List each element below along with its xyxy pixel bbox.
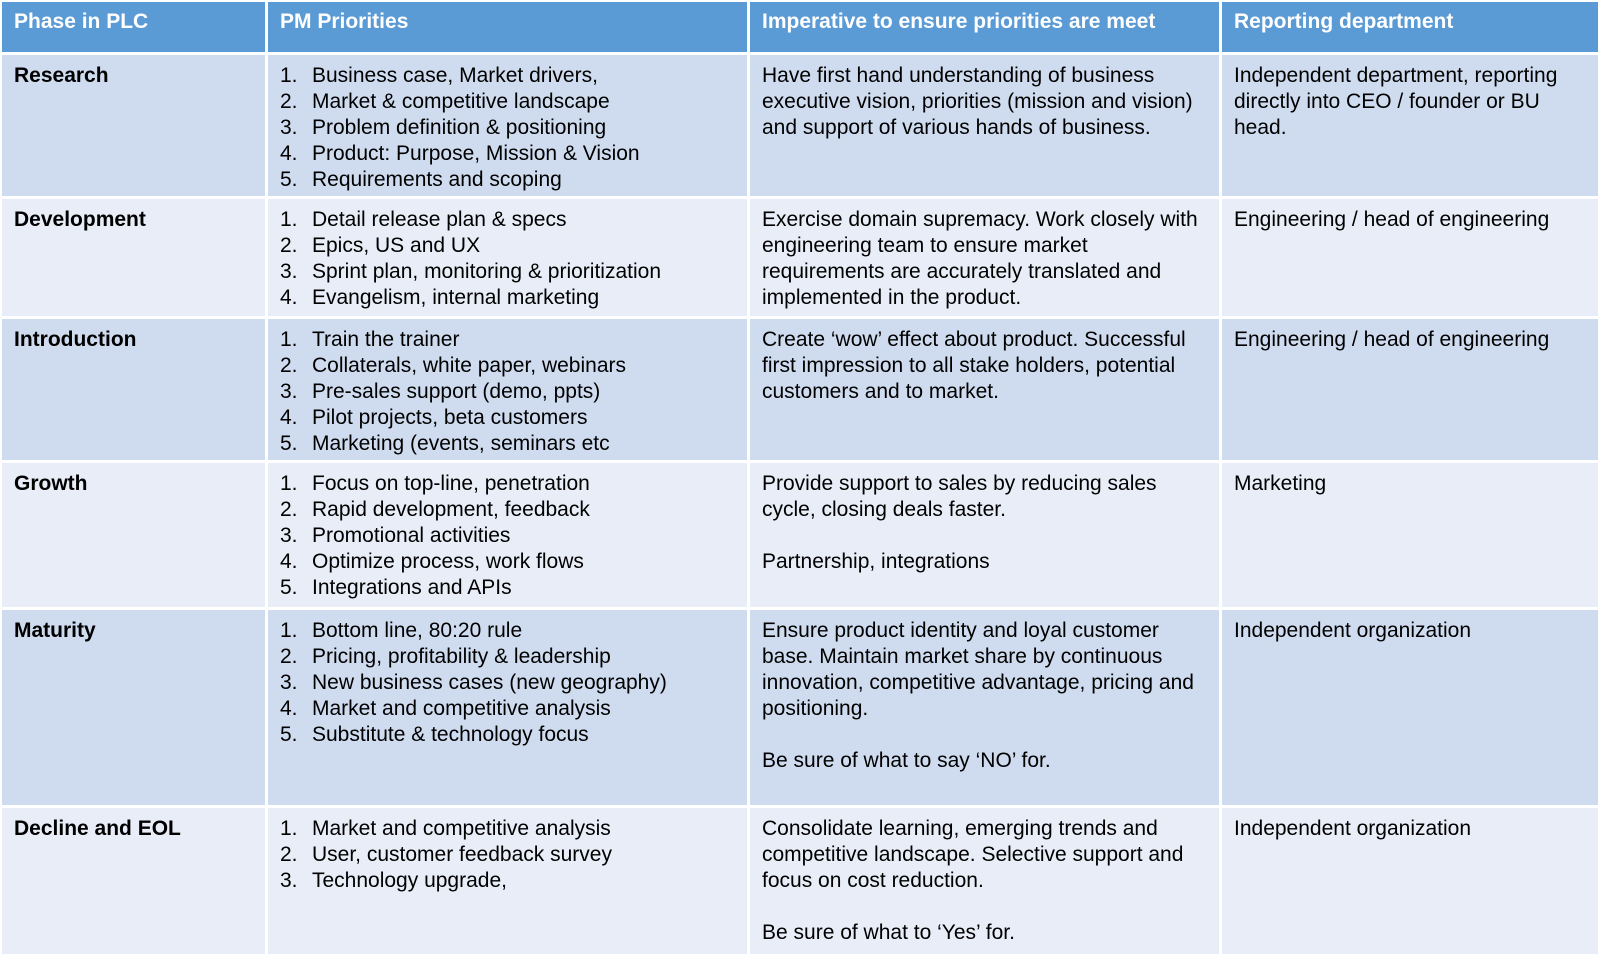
list-item bbox=[280, 696, 735, 722]
list-item bbox=[280, 405, 735, 431]
list-item-text: Bottom line, 80:20 rule bbox=[312, 619, 523, 642]
header-phase: Phase in PLC bbox=[2, 2, 268, 52]
list-number: 2. bbox=[280, 90, 298, 113]
list-number: 5. bbox=[280, 432, 298, 455]
imperative-cell bbox=[750, 319, 1222, 460]
list-item bbox=[280, 644, 735, 670]
list-number: 1. bbox=[280, 472, 298, 495]
list-item bbox=[280, 353, 735, 379]
priorities-cell bbox=[268, 199, 750, 316]
list-number: 1. bbox=[280, 619, 298, 642]
list-number: 2. bbox=[280, 234, 298, 257]
list-item bbox=[280, 141, 735, 167]
imperative-cell bbox=[750, 610, 1222, 805]
list-item-text: New business cases (new geography) bbox=[312, 671, 667, 694]
list-number: 2. bbox=[280, 645, 298, 668]
list-item-text: Detail release plan & specs bbox=[312, 208, 567, 231]
priorities-list bbox=[280, 63, 735, 193]
list-item-text: Problem definition & positioning bbox=[312, 116, 607, 139]
list-item bbox=[280, 63, 735, 89]
list-item bbox=[280, 575, 735, 601]
list-item bbox=[280, 115, 735, 141]
list-number: 3. bbox=[280, 380, 298, 403]
list-item bbox=[280, 670, 735, 696]
priorities-cell bbox=[268, 808, 750, 954]
phase-cell: Maturity bbox=[2, 610, 268, 805]
imperative-text: Create ‘wow’ effect about product. Successful first impression to all stake holders, potential customers and to market. bbox=[762, 328, 1186, 403]
phase-cell: Growth bbox=[2, 463, 268, 607]
list-item-text: Focus on top-line, penetration bbox=[312, 472, 590, 495]
imperative-text: Consolidate learning, emerging trends and competitive landscape. Selective support and focus on cost reduction. bbox=[762, 817, 1184, 892]
list-number: 4. bbox=[280, 550, 298, 573]
list-item-text: Integrations and APIs bbox=[312, 576, 512, 599]
list-number: 3. bbox=[280, 524, 298, 547]
reporting-cell: Independent department, reporting directly into CEO / founder or BU head. bbox=[1222, 55, 1598, 196]
phase-cell: Introduction bbox=[2, 319, 268, 460]
list-number: 3. bbox=[280, 869, 298, 892]
list-number: 3. bbox=[280, 671, 298, 694]
list-item bbox=[280, 207, 735, 233]
list-item bbox=[280, 233, 735, 259]
list-item-text: Market & competitive landscape bbox=[312, 90, 610, 113]
list-item-text: Pilot projects, beta customers bbox=[312, 406, 588, 429]
list-item bbox=[280, 327, 735, 353]
list-item bbox=[280, 497, 735, 523]
list-number: 1. bbox=[280, 208, 298, 231]
list-item-text: Substitute & technology focus bbox=[312, 723, 589, 746]
list-item-text: Promotional activities bbox=[312, 524, 511, 547]
imperative-text: Partnership, integrations bbox=[762, 550, 990, 573]
reporting-cell: Marketing bbox=[1222, 463, 1598, 607]
imperative-text: Provide support to sales by reducing sales cycle, closing deals faster. bbox=[762, 472, 1157, 521]
list-number: 5. bbox=[280, 168, 298, 191]
list-item bbox=[280, 471, 735, 497]
list-item-text: Optimize process, work flows bbox=[312, 550, 584, 573]
list-item bbox=[280, 868, 735, 894]
priorities-cell bbox=[268, 463, 750, 607]
list-item bbox=[280, 89, 735, 115]
list-item-text: Requirements and scoping bbox=[312, 168, 562, 191]
list-item bbox=[280, 549, 735, 575]
imperative-text: Ensure product identity and loyal customer base. Maintain market share by continuous innovation, competitive advantage, pricing and positioning. bbox=[762, 619, 1194, 720]
list-number: 3. bbox=[280, 116, 298, 139]
priorities-list bbox=[280, 471, 735, 601]
phase-cell: Decline and EOL bbox=[2, 808, 268, 954]
imperative-text: Be sure of what to say ‘NO’ for. bbox=[762, 749, 1051, 772]
list-item bbox=[280, 523, 735, 549]
imperative-text: Have first hand understanding of business executive vision, priorities (mission and vision) and support of various hands of business. bbox=[762, 64, 1193, 139]
reporting-cell: Independent organization bbox=[1222, 610, 1598, 805]
list-item-text: Rapid development, feedback bbox=[312, 498, 590, 521]
list-item-text: Technology upgrade, bbox=[312, 869, 507, 892]
priorities-list bbox=[280, 816, 735, 894]
list-item-text: Epics, US and UX bbox=[312, 234, 481, 257]
list-number: 4. bbox=[280, 697, 298, 720]
header-priorities: PM Priorities bbox=[268, 2, 750, 52]
list-item bbox=[280, 722, 735, 748]
list-item-text: Pricing, profitability & leadership bbox=[312, 645, 611, 668]
priorities-list bbox=[280, 207, 735, 311]
list-item bbox=[280, 379, 735, 405]
list-item-text: Product: Purpose, Mission & Vision bbox=[312, 142, 640, 165]
header-reporting: Reporting department bbox=[1222, 2, 1598, 52]
reporting-cell: Engineering / head of engineering bbox=[1222, 319, 1598, 460]
priorities-cell bbox=[268, 319, 750, 460]
imperative-cell bbox=[750, 808, 1222, 954]
list-item-text: User, customer feedback survey bbox=[312, 843, 612, 866]
list-item-text: Evangelism, internal marketing bbox=[312, 286, 600, 309]
list-number: 3. bbox=[280, 260, 298, 283]
list-item-text: Pre-sales support (demo, ppts) bbox=[312, 380, 601, 403]
list-number: 4. bbox=[280, 406, 298, 429]
list-number: 4. bbox=[280, 142, 298, 165]
list-item bbox=[280, 618, 735, 644]
priorities-cell bbox=[268, 55, 750, 196]
list-item bbox=[280, 167, 735, 193]
priorities-list bbox=[280, 327, 735, 457]
list-item-text: Market and competitive analysis bbox=[312, 697, 611, 720]
list-number: 4. bbox=[280, 286, 298, 309]
list-item-text: Marketing (events, seminars etc bbox=[312, 432, 610, 455]
priorities-list bbox=[280, 618, 735, 748]
priorities-cell bbox=[268, 610, 750, 805]
phase-cell: Research bbox=[2, 55, 268, 196]
list-item-text: Sprint plan, monitoring & prioritization bbox=[312, 260, 662, 283]
list-number: 5. bbox=[280, 576, 298, 599]
list-item bbox=[280, 842, 735, 868]
imperative-text: Exercise domain supremacy. Work closely with engineering team to ensure market requirements are accurately translated and implemented in the product. bbox=[762, 208, 1198, 309]
plc-table bbox=[2, 2, 1598, 954]
reporting-cell: Engineering / head of engineering bbox=[1222, 199, 1598, 316]
list-item-text: Business case, Market drivers, bbox=[312, 64, 598, 87]
imperative-text: Be sure of what to ‘Yes’ for. bbox=[762, 921, 1015, 944]
list-number: 2. bbox=[280, 354, 298, 377]
list-item bbox=[280, 816, 735, 842]
list-item bbox=[280, 259, 735, 285]
list-number: 2. bbox=[280, 498, 298, 521]
list-item-text: Collaterals, white paper, webinars bbox=[312, 354, 626, 377]
reporting-cell: Independent organization bbox=[1222, 808, 1598, 954]
imperative-cell bbox=[750, 199, 1222, 316]
list-item-text: Market and competitive analysis bbox=[312, 817, 611, 840]
list-number: 5. bbox=[280, 723, 298, 746]
imperative-cell bbox=[750, 55, 1222, 196]
list-number: 1. bbox=[280, 817, 298, 840]
header-imperative: Imperative to ensure priorities are meet bbox=[750, 2, 1222, 52]
list-number: 1. bbox=[280, 328, 298, 351]
phase-cell: Development bbox=[2, 199, 268, 316]
list-number: 2. bbox=[280, 843, 298, 866]
list-number: 1. bbox=[280, 64, 298, 87]
imperative-cell bbox=[750, 463, 1222, 607]
list-item bbox=[280, 431, 735, 457]
list-item-text: Train the trainer bbox=[312, 328, 460, 351]
list-item bbox=[280, 285, 735, 311]
